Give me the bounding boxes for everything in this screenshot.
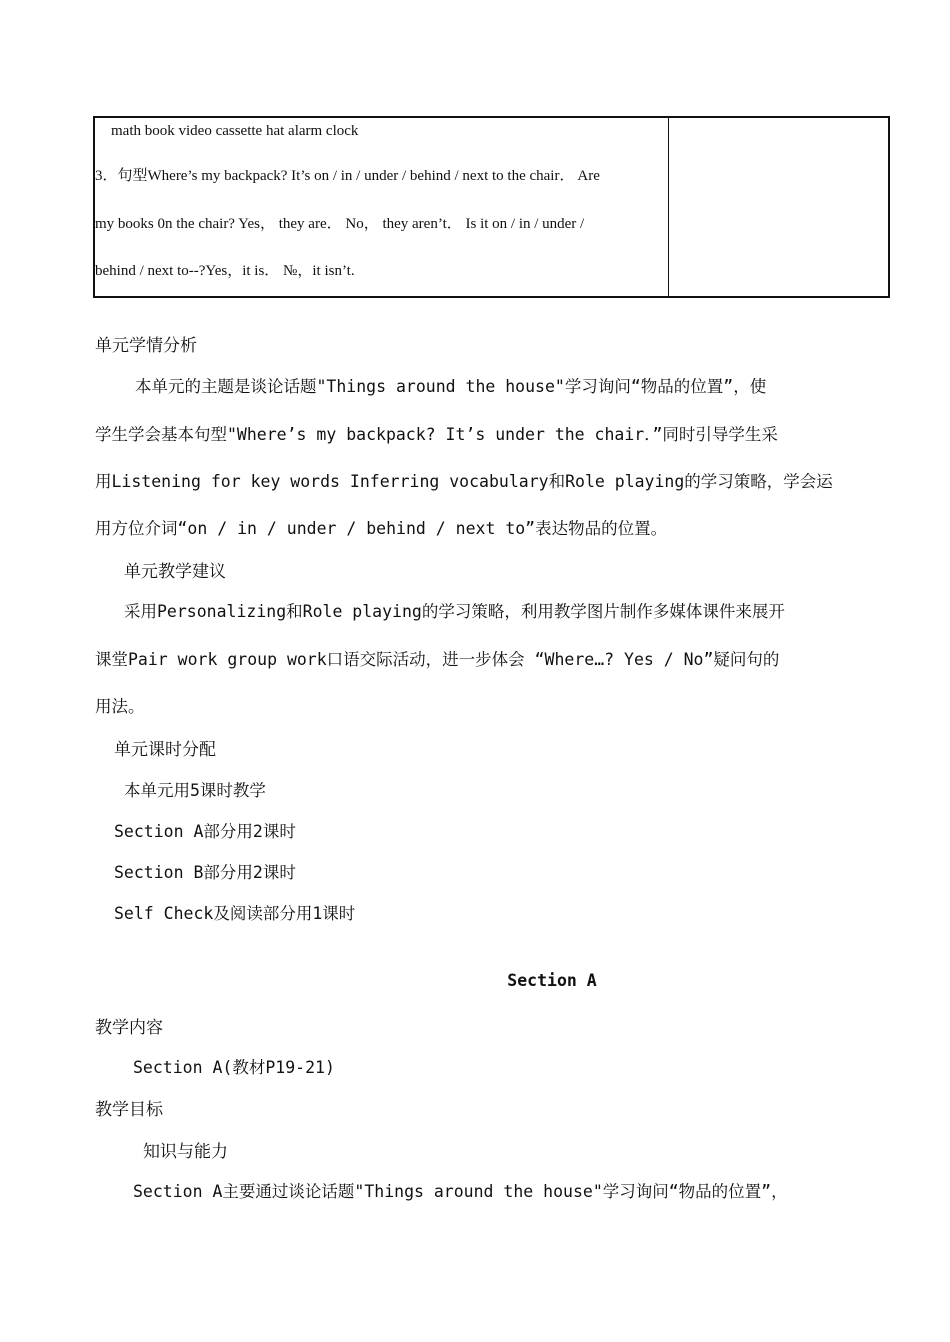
knowledge-ability-heading: 知识与能力 bbox=[143, 1142, 228, 1162]
unit-analysis-heading: 单元学情分析 bbox=[95, 336, 197, 356]
teaching-goal-heading: 教学目标 bbox=[95, 1100, 163, 1120]
table-row-sentence-pattern-cont1: my books 0n the chair? Yes， they are． No， they aren’t． Is it on / in / under / bbox=[95, 216, 585, 232]
analysis-paragraph-line: 本单元的主题是谈论话题"Things around the house"学习询问“物品的位置”，使 bbox=[135, 377, 767, 396]
teaching-content-heading: 教学内容 bbox=[95, 1018, 163, 1038]
analysis-paragraph-line: 用Listening for key words Inferring vocabulary和Role playing的学习策略，学会运 bbox=[95, 472, 833, 491]
teaching-content-text: Section A(教材P19-21) bbox=[133, 1058, 335, 1077]
allocation-self-check: Self Check及阅读部分用1课时 bbox=[114, 904, 356, 923]
lesson-allocation-heading: 单元课时分配 bbox=[114, 740, 216, 760]
table-row-words: math book video cassette hat alarm clock bbox=[111, 123, 359, 139]
analysis-paragraph-line: 用方位介词“on / in / under / behind / next to”表达物品的位置。 bbox=[95, 519, 668, 538]
allocation-total: 本单元用5课时教学 bbox=[124, 781, 266, 800]
table-row-sentence-pattern: 3．句型Where’s my backpack? It’s on / in / under / behind / next to the chair． Are bbox=[95, 168, 600, 184]
allocation-section-a: Section A部分用2课时 bbox=[114, 822, 296, 841]
advice-paragraph-line: 课堂Pair work group work口语交际活动，进一步体会 “Where…? Yes / No”疑问句的 bbox=[95, 650, 780, 669]
knowledge-paragraph-line: Section A主要通过谈论话题"Things around the house"学习询问“物品的位置”， bbox=[133, 1182, 788, 1201]
section-title: Section A bbox=[507, 971, 597, 990]
table-column-divider bbox=[668, 116, 669, 298]
analysis-paragraph-line: 学生学会基本句型"Where’s my backpack? It’s under the chair．”同时引导学生采 bbox=[95, 425, 778, 444]
table-row-sentence-pattern-cont2: behind / next to--?Yes，it is． №，it isn’t. bbox=[95, 263, 355, 279]
allocation-section-b: Section B部分用2课时 bbox=[114, 863, 296, 882]
advice-paragraph-line: 用法。 bbox=[95, 697, 145, 716]
teaching-advice-heading: 单元教学建议 bbox=[124, 562, 226, 582]
advice-paragraph-line: 采用Personalizing和Role playing的学习策略，利用教学图片制作多媒体课件来展开 bbox=[124, 602, 785, 621]
